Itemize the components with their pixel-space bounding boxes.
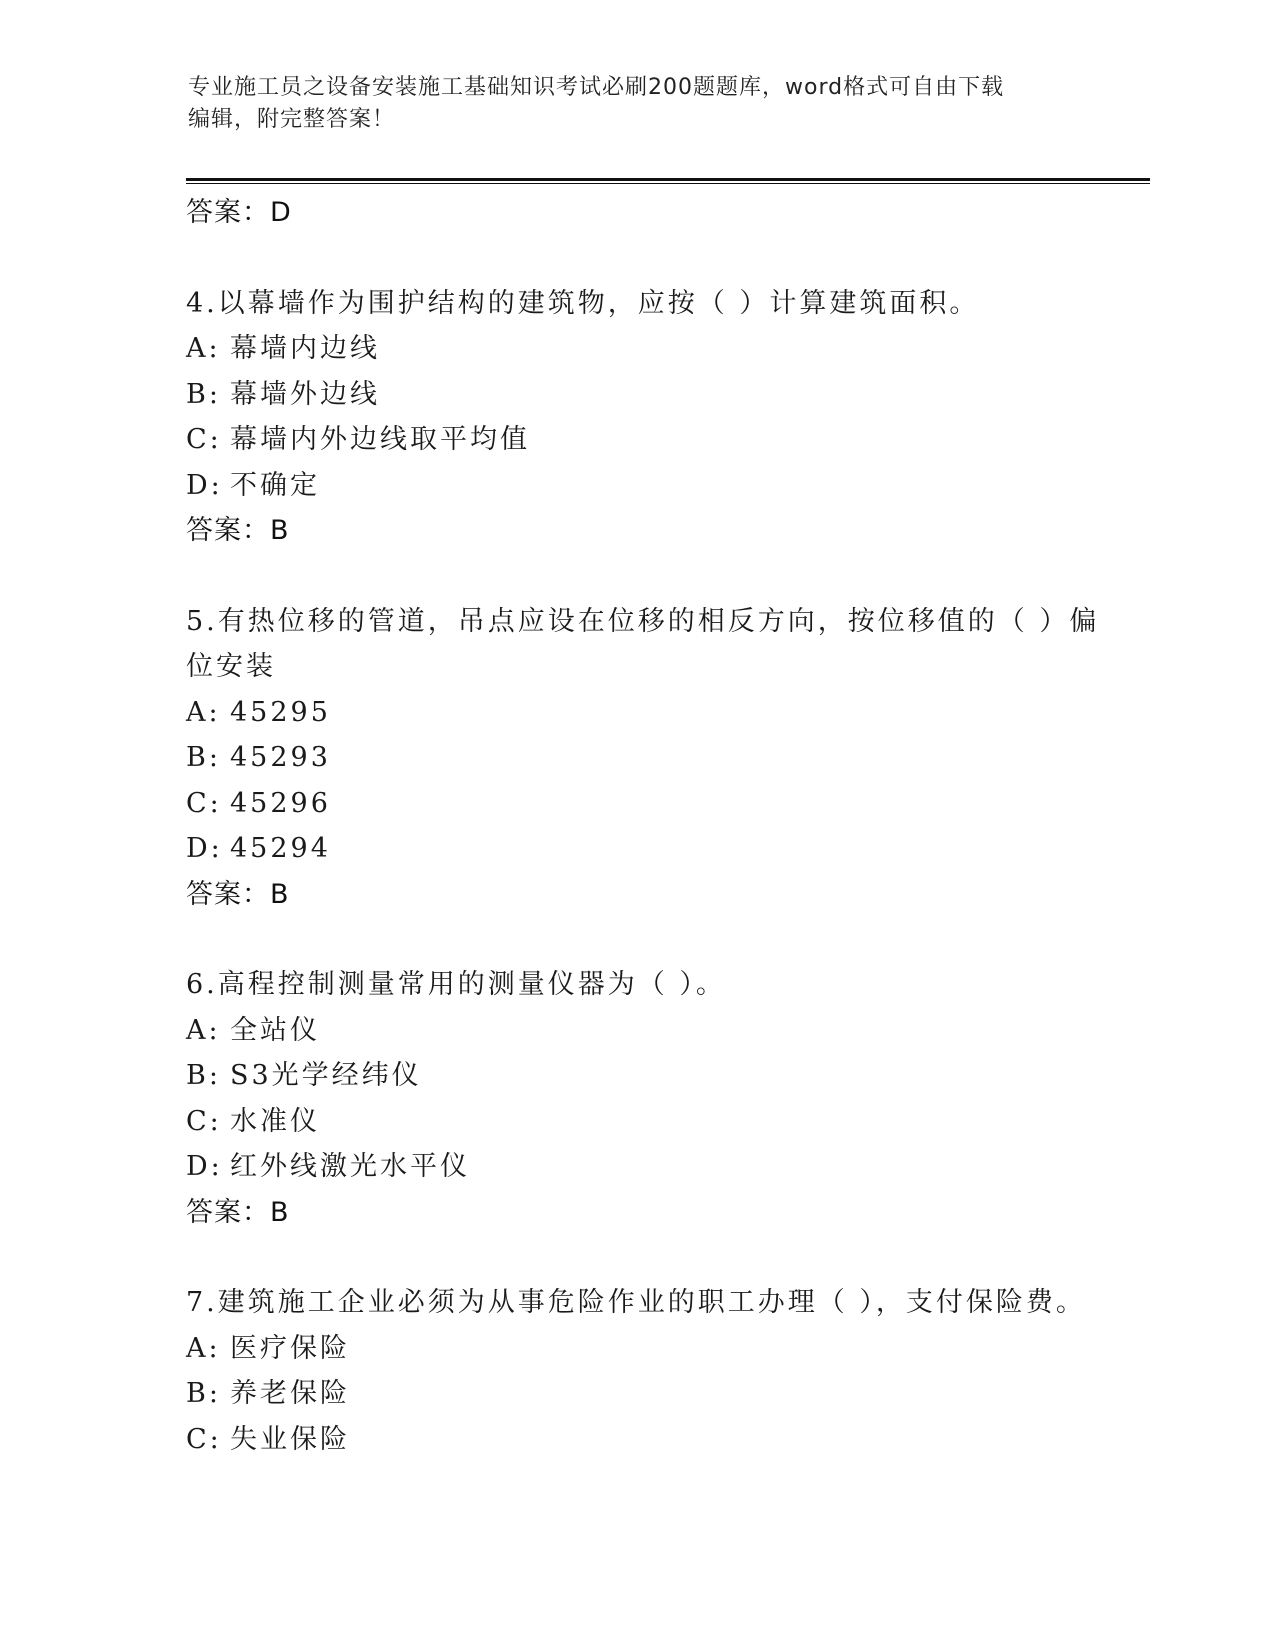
option-key: D: (186, 833, 223, 864)
answer-line: 答案：B (186, 1196, 290, 1228)
option-d (186, 1144, 1146, 1190)
option-key: A: (186, 333, 221, 364)
option-text: 不确定 (230, 469, 320, 501)
option-text: 幕墙外边线 (230, 378, 380, 410)
option-key: C: (186, 787, 222, 819)
option-b (186, 372, 1146, 418)
question-block (186, 281, 1146, 554)
question-stem: 4.以幕墙作为围护结构的建筑物，应按（ ）计算建筑面积。 (186, 287, 980, 319)
spacer (186, 236, 1146, 281)
option-a (186, 326, 1146, 372)
option-key: C: (186, 424, 222, 455)
option-text: 45294 (230, 833, 331, 864)
option-text: 45296 (230, 787, 331, 819)
option-text: 幕墙内外边线取平均值 (230, 424, 530, 455)
question-stem-continued: 位安装 (186, 651, 276, 682)
header-title-line-2: 编辑，附完整答案！ (188, 107, 396, 132)
question-list (186, 190, 1146, 1462)
option-text: 全站仪 (230, 1014, 320, 1046)
option-c (186, 1099, 1146, 1145)
option-text: 红外线激光水平仪 (230, 1151, 470, 1182)
spacer (186, 917, 1146, 962)
question-block (186, 962, 1146, 1235)
option-key: D: (186, 1151, 223, 1182)
header-title-line-1: 专业施工员之设备安装施工基础知识考试必刷200题题库，word格式可自由下载 (188, 75, 1005, 100)
header-rule-thin (186, 183, 1150, 184)
option-d (186, 463, 1146, 509)
answer-line: 答案：D (186, 197, 292, 228)
spacer (186, 554, 1146, 599)
option-d (186, 826, 1146, 872)
header-rule-thick (186, 178, 1150, 181)
option-c (186, 1417, 1146, 1463)
option-key: A: (186, 696, 221, 728)
option-text: 失业保险 (230, 1423, 350, 1455)
option-key: B: (186, 1060, 221, 1091)
option-key: A: (186, 1332, 221, 1364)
answer-line: 答案：B (186, 878, 290, 910)
question-stem: 7.建筑施工企业必须为从事危险作业的职工办理（ ），支付保险费。 (186, 1287, 1086, 1318)
option-c (186, 781, 1146, 827)
option-text: 医疗保险 (230, 1332, 350, 1364)
option-text: S3光学经纬仪 (230, 1060, 422, 1091)
option-b (186, 1053, 1146, 1099)
spacer (186, 1235, 1146, 1280)
option-c (186, 417, 1146, 463)
option-key: D: (186, 469, 223, 501)
option-key: C: (186, 1423, 222, 1455)
option-text: 45295 (230, 696, 331, 728)
question-block (186, 599, 1146, 918)
option-b (186, 735, 1146, 781)
option-a (186, 690, 1146, 736)
option-key: B: (186, 1378, 221, 1409)
option-text: 水准仪 (230, 1105, 320, 1137)
option-key: B: (186, 742, 221, 773)
document-header (188, 72, 1088, 136)
question-block (186, 1280, 1146, 1462)
option-key: B: (186, 378, 221, 410)
answer-line: 答案：B (186, 515, 290, 546)
option-text: 养老保险 (230, 1378, 350, 1409)
option-key: A: (186, 1014, 221, 1046)
option-b (186, 1371, 1146, 1417)
option-text: 幕墙内边线 (230, 333, 380, 364)
question-stem: 5.有热位移的管道，吊点应设在位移的相反方向，按位移值的（ ）偏 (186, 605, 1100, 637)
option-a (186, 1008, 1146, 1054)
option-key: C: (186, 1105, 222, 1137)
option-text: 45293 (230, 742, 331, 773)
question-stem: 6.高程控制测量常用的测量仪器为（ ）。 (186, 969, 726, 1000)
option-a (186, 1326, 1146, 1372)
